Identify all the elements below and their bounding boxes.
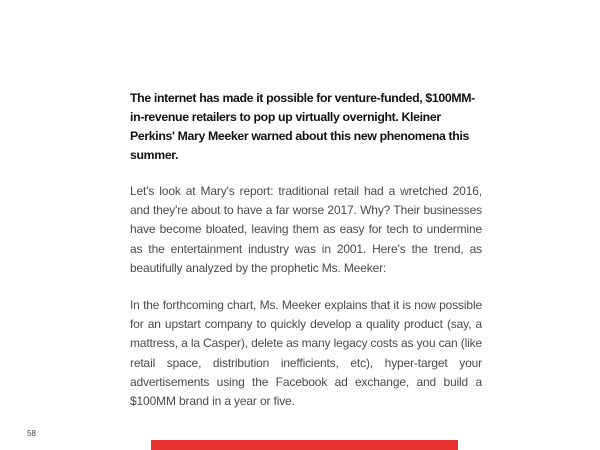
page-number: 58 — [27, 429, 36, 438]
text-column — [130, 89, 482, 411]
footer-accent-bar — [151, 440, 458, 450]
body-paragraph-1: Let's look at Mary's report: traditional retail had a wretched 2016, and they're about to have a far worse 2017. Why? Their businesses have become bloated, leaving them as easy for tech to undermine as the entertainment industry was in 2001. Here's the trend, as beautifully analyzed by the prophetic Ms. Meeker: — [130, 184, 482, 275]
body-paragraph-2: In the forthcoming chart, Ms. Meeker explains that it is now possible for an upstart company to quickly develop a quality product (say, a mattress, a la Casper), delete as many legacy costs as you can (like retail space, distribution inefficients, etc), hyper-target your advertisements using the Facebook ad exchange, and build a $100MM brand in a year or five. — [130, 298, 482, 409]
lead-paragraph: The internet has made it possible for venture-funded, $100MM-in-revenue retailers to pop up virtually overnight. Kleiner Perkins' Mary Meeker warned about this new phenomena this summer. — [130, 91, 475, 162]
